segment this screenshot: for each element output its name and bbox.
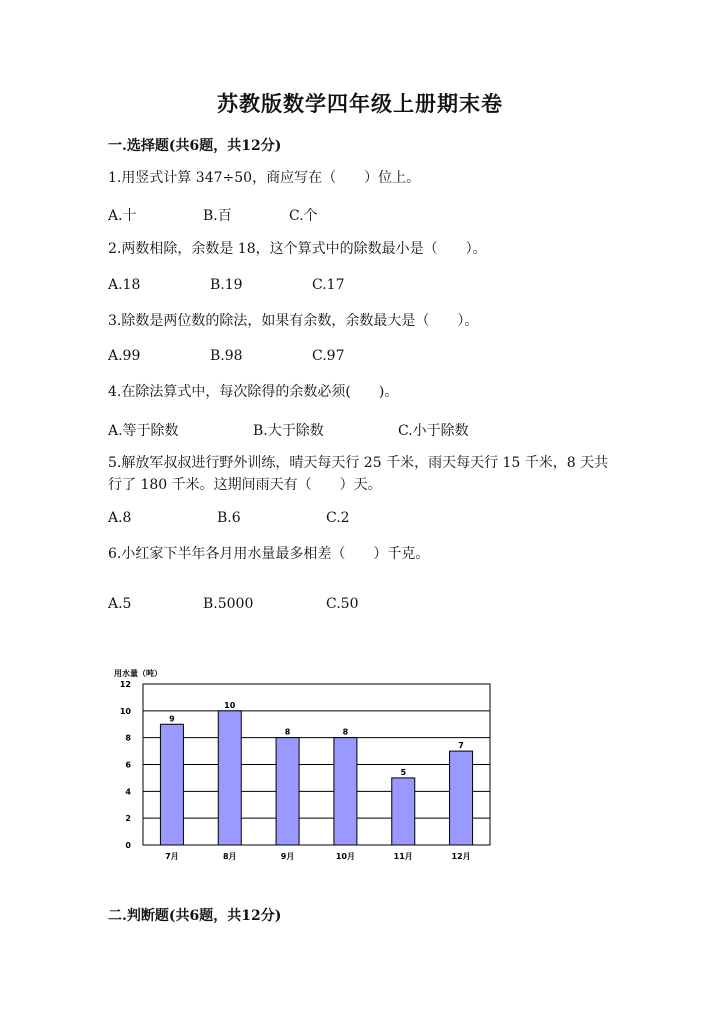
page-title: 苏教版数学四年级上册期末卷 [217, 91, 503, 116]
chart-y-tick-label: 10 [119, 706, 131, 716]
chart-data-label: 9 [169, 714, 175, 724]
section-heading-choice: 一.选择题(共6题，共12分) [108, 138, 282, 154]
chart-bar [160, 724, 183, 845]
chart-y-axis-label: 用水量（吨） [114, 669, 162, 678]
chart-x-tick-label: 11月 [393, 852, 413, 861]
question-1-option-a[interactable]: A.十 [108, 208, 137, 224]
chart-data-label: 8 [342, 727, 349, 737]
chart-data-label: 5 [400, 767, 407, 777]
chart-y-tick-label: 6 [125, 760, 131, 770]
question-6-option-b[interactable]: B.5000 [203, 596, 254, 612]
chart-bar [218, 711, 241, 845]
chart-x-tick-label: 10月 [335, 852, 355, 861]
question-5-option-a[interactable]: A.8 [108, 510, 132, 526]
question-3-option-b[interactable]: B.98 [210, 348, 243, 364]
question-2-option-a[interactable]: A.18 [108, 277, 141, 293]
question-2-option-c[interactable]: C.17 [312, 277, 345, 293]
question-1-option-c[interactable]: C.个 [289, 208, 318, 224]
question-3-option-a[interactable]: A.99 [108, 348, 141, 364]
chart-bar [276, 738, 299, 845]
chart-y-tick-label: 12 [119, 680, 131, 689]
chart-x-tick-label: 8月 [222, 852, 237, 861]
chart-bar [334, 738, 357, 845]
question-6-option-c[interactable]: C.50 [326, 596, 359, 612]
chart-y-tick-label: 8 [125, 733, 131, 743]
question-4-option-b[interactable]: B.大于除数 [253, 423, 324, 439]
chart-x-tick-label: 7月 [165, 852, 179, 861]
question-1: 1.用竖式计算 347÷50，商应写在（ ）位上。 [108, 170, 421, 186]
water-usage-bar-chart [100, 662, 500, 867]
chart-y-tick-label: 2 [125, 814, 131, 824]
chart-y-tick-label: 4 [125, 787, 131, 797]
chart-bar [450, 751, 473, 845]
chart-data-label: 8 [284, 727, 291, 737]
question-2-option-b[interactable]: B.19 [210, 277, 243, 293]
question-3: 3.除数是两位数的除法，如果有余数，余数最大是（ ）。 [108, 313, 479, 329]
section-heading-judgment: 二.判断题(共6题，共12分) [108, 908, 282, 924]
question-5-option-c[interactable]: C.2 [326, 510, 350, 526]
chart-data-label: 10 [224, 700, 236, 710]
chart-y-tick-label: 0 [125, 841, 131, 850]
question-3-option-c[interactable]: C.97 [312, 348, 345, 364]
question-4-option-a[interactable]: A.等于除数 [108, 423, 179, 439]
question-1-option-b[interactable]: B.百 [203, 208, 232, 224]
question-6: 6.小红家下半年各月用水量最多相差（ ）千克。 [108, 546, 430, 562]
question-4-option-c[interactable]: C.小于除数 [398, 423, 469, 439]
question-6-option-a[interactable]: A.5 [108, 596, 132, 612]
question-2: 2.两数相除，余数是 18，这个算式中的除数最小是（ ）。 [108, 241, 487, 257]
chart-data-label: 7 [458, 741, 464, 751]
chart-bar [392, 778, 415, 845]
chart-x-tick-label: 12月 [451, 852, 471, 861]
question-4: 4.在除法算式中，每次除得的余数必须( )。 [108, 384, 399, 400]
question-5-option-b[interactable]: B.6 [217, 510, 241, 526]
question-5: 5.解放军叔叔进行野外训练，晴天每天行 25 千米，雨天每天行 15 千米，8 天共行了 180 千米。这期间雨天有（ ）天。 [108, 455, 609, 493]
chart-x-tick-label: 9月 [280, 852, 295, 861]
